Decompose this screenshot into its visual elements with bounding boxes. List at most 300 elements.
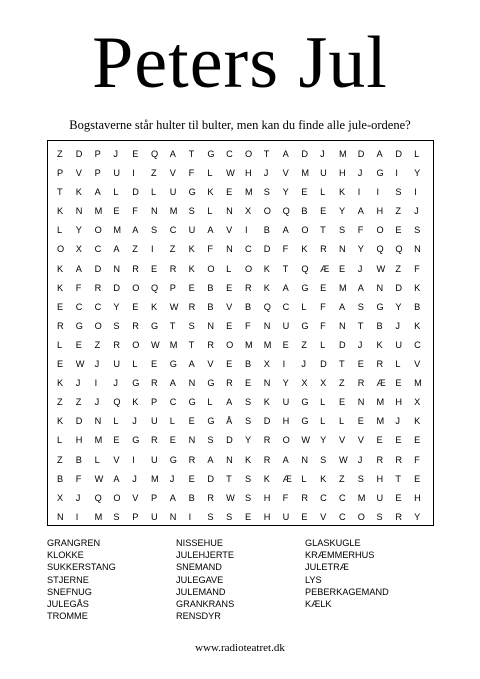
grid-letter: A xyxy=(94,187,101,198)
grid-letter: D xyxy=(94,263,102,274)
grid-letter: E xyxy=(357,359,364,370)
grid-letter: L xyxy=(320,397,326,408)
grid-letter: R xyxy=(150,378,158,389)
grid-letter: K xyxy=(414,282,421,293)
grid-letter: A xyxy=(113,244,120,255)
grid-letter: R xyxy=(132,263,139,274)
grid-letter: E xyxy=(376,435,383,446)
grid-letter: E xyxy=(320,206,327,217)
grid-letter: Z xyxy=(150,168,157,179)
grid-letter: D xyxy=(301,149,308,159)
grid-row xyxy=(48,470,433,489)
grid-letter: U xyxy=(169,187,177,198)
grid-letter: J xyxy=(113,149,118,159)
grid-letter: V xyxy=(207,359,214,370)
grid-letter: H xyxy=(263,511,271,522)
grid-letter: M xyxy=(94,511,103,522)
grid-letter: U xyxy=(113,359,121,370)
grid-letter: C xyxy=(226,149,233,159)
grid-letter: C xyxy=(94,244,102,255)
grid-letter: M xyxy=(94,435,103,446)
grid-letter: J xyxy=(395,320,400,331)
grid-letter: I xyxy=(357,187,361,198)
grid-letter: U xyxy=(320,168,327,179)
word-search-grid xyxy=(47,140,434,526)
grid-letter: R xyxy=(94,282,102,293)
grid-letter: O xyxy=(376,225,384,236)
grid-letter: O xyxy=(132,339,140,350)
grid-letter: V xyxy=(320,511,327,522)
grid-letter: E xyxy=(188,416,195,427)
grid-letter: V xyxy=(414,359,421,370)
grid-letter: R xyxy=(301,492,308,503)
grid-letter: Y xyxy=(282,378,289,389)
grid-letter: S xyxy=(244,492,252,503)
grid-row xyxy=(48,412,433,431)
grid-letter: D xyxy=(263,416,271,427)
word-list-item: TROMME xyxy=(47,611,88,622)
grid-letter: H xyxy=(414,492,421,503)
grid-letter: E xyxy=(169,435,176,446)
grid-letter: C xyxy=(338,511,346,522)
grid-letter: V xyxy=(75,168,82,179)
grid-letter: Z xyxy=(132,244,138,255)
grid-letter: L xyxy=(113,416,119,427)
grid-letter: Q xyxy=(395,244,403,255)
grid-letter: Z xyxy=(338,378,345,389)
word-list-item: GLASKUGLE xyxy=(305,538,361,548)
grid-letter: N xyxy=(169,511,177,522)
grid-letter: D xyxy=(75,149,83,159)
grid-letter: R xyxy=(226,378,233,389)
grid-letter: M xyxy=(169,206,178,217)
grid-row xyxy=(48,374,433,393)
grid-letter: R xyxy=(357,378,365,389)
grid-letter: H xyxy=(263,492,271,503)
grid-letter: A xyxy=(226,397,233,408)
grid-letter: G xyxy=(188,397,196,408)
grid-letter: B xyxy=(263,225,270,236)
word-list-column-1 xyxy=(47,537,116,622)
grid-letter: G xyxy=(376,168,384,179)
grid-letter: J xyxy=(320,149,325,159)
grid-letter: K xyxy=(320,473,327,484)
grid-letter: L xyxy=(57,435,63,446)
grid-letter: Y xyxy=(414,511,421,522)
grid-letter: Å xyxy=(226,416,233,427)
grid-letter: P xyxy=(150,397,158,408)
grid-letter: H xyxy=(244,168,252,179)
word-list-item: SNEMAND xyxy=(176,562,222,573)
grid-letter: Y xyxy=(282,187,289,198)
grid-letter: L xyxy=(207,206,213,217)
grid-letter: O xyxy=(94,320,102,331)
grid-letter: R xyxy=(320,244,327,255)
grid-letter: M xyxy=(357,492,366,503)
grid-letter: E xyxy=(414,473,421,484)
grid-letter: X xyxy=(414,397,421,408)
grid-letter: L xyxy=(57,225,63,236)
grid-letter: T xyxy=(188,339,195,350)
grid-letter: A xyxy=(357,206,364,217)
grid-letter: W xyxy=(301,435,311,446)
grid-letter: U xyxy=(113,168,121,179)
grid-letter: A xyxy=(169,492,176,503)
grid-letter: E xyxy=(75,339,82,350)
grid-letter: J xyxy=(75,378,81,389)
word-list-item: JULEGÅS xyxy=(47,599,89,610)
grid-letter: D xyxy=(395,149,402,159)
grid-letter: O xyxy=(207,263,215,274)
grid-letter: T xyxy=(57,187,63,198)
word-list-item: JULETRÆ xyxy=(305,562,349,573)
grid-letter: S xyxy=(113,511,120,522)
grid-letter: J xyxy=(357,168,363,179)
grid-letter: M xyxy=(301,168,310,179)
grid-letter: Z xyxy=(57,149,63,159)
grid-letter: F xyxy=(282,244,289,255)
grid-letter: Z xyxy=(395,206,401,217)
grid-letter: A xyxy=(282,454,289,465)
grid-letter: L xyxy=(414,149,420,159)
grid-letter: S xyxy=(320,454,327,465)
grid-letter: J xyxy=(132,473,137,484)
grid-letter: N xyxy=(113,263,121,274)
grid-letter: W xyxy=(338,454,348,465)
grid-row xyxy=(48,240,433,259)
grid-letter: B xyxy=(414,301,421,312)
grid-letter: Q xyxy=(301,263,309,274)
grid-letter: D xyxy=(132,187,139,198)
grid-letter: M xyxy=(150,473,159,484)
grid-letter: A xyxy=(282,282,289,293)
grid-letter: J xyxy=(414,206,419,217)
grid-letter: S xyxy=(414,225,421,236)
grid-letter: X xyxy=(320,378,327,389)
grid-letter: R xyxy=(395,454,402,465)
grid-letter: A xyxy=(132,225,139,236)
grid-letter: L xyxy=(301,301,307,312)
grid-letter: C xyxy=(282,301,290,312)
grid-row xyxy=(48,355,433,374)
grid-letter: A xyxy=(282,149,289,159)
grid-letter: V xyxy=(282,168,289,179)
grid-letter: K xyxy=(263,282,270,293)
word-list-item: SNEFNUG xyxy=(47,586,92,597)
grid-letter: U xyxy=(282,320,290,331)
grid-letter: O xyxy=(132,282,140,293)
grid-letter: E xyxy=(301,187,308,198)
instructions-subtitle: Bogstaverne står hulter til bulter, men kan du finde alle jule-ordene? xyxy=(69,118,411,132)
grid-letter: E xyxy=(226,359,233,370)
grid-letter: E xyxy=(301,511,308,522)
grid-letter: W xyxy=(94,473,104,484)
word-list-item: GRANGREN xyxy=(47,538,101,548)
grid-letter: E xyxy=(132,149,139,159)
grid-letter: R xyxy=(376,359,384,370)
grid-letter: L xyxy=(57,339,63,350)
grid-letter: G xyxy=(169,359,177,370)
word-list-item: JULEMAND xyxy=(176,586,226,597)
grid-letter: B xyxy=(376,320,383,331)
grid-letter: V xyxy=(226,301,233,312)
grid-letter: K xyxy=(132,397,139,408)
grid-letter: F xyxy=(244,320,251,331)
grid-letter: L xyxy=(320,339,326,350)
grid-letter: K xyxy=(207,187,214,198)
grid-letter: D xyxy=(395,282,402,293)
grid-letter: U xyxy=(376,492,384,503)
grid-letter: G xyxy=(207,378,215,389)
grid-row xyxy=(48,145,433,164)
grid-letter: Q xyxy=(150,282,159,293)
grid-letter: S xyxy=(188,320,195,331)
grid-letter: U xyxy=(150,511,158,522)
grid-letter: S xyxy=(263,187,270,198)
word-list-item: GRANKRANS xyxy=(176,599,235,610)
grid-letter: I xyxy=(188,511,192,522)
grid-letter: O xyxy=(244,149,253,159)
grid-letter: N xyxy=(57,511,64,522)
grid-letter: Q xyxy=(113,397,121,408)
grid-letter: Y xyxy=(338,206,346,217)
grid-letter: J xyxy=(94,359,100,370)
grid-letter: J xyxy=(75,492,81,503)
grid-letter: M xyxy=(338,149,347,159)
grid-letter: L xyxy=(94,454,100,465)
grid-letter: M xyxy=(338,282,347,293)
grid-letter: W xyxy=(226,168,235,179)
grid-letter: E xyxy=(244,378,252,389)
grid-letter: T xyxy=(188,149,195,159)
grid-letter: E xyxy=(57,301,64,312)
grid-letter: X xyxy=(244,206,252,217)
grid-letter: J xyxy=(263,168,269,179)
grid-letter: A xyxy=(75,263,82,274)
grid-letter: G xyxy=(132,378,140,389)
grid-letter: C xyxy=(169,397,177,408)
word-list-item: KLOKKE xyxy=(47,550,84,561)
grid-letter: E xyxy=(188,473,195,484)
grid-letter: Y xyxy=(395,301,402,312)
grid-letter: R xyxy=(188,454,196,465)
grid-letter: L xyxy=(320,416,326,427)
grid-letter: R xyxy=(244,282,252,293)
grid-letter: A xyxy=(207,225,214,236)
word-list-item: RENSDYR xyxy=(176,611,221,622)
grid-letter: H xyxy=(282,416,290,427)
grid-letter: A xyxy=(188,359,195,370)
grid-letter: K xyxy=(57,206,64,217)
grid-letter: P xyxy=(169,282,176,293)
grid-letter: F xyxy=(75,473,82,484)
grid-letter: I xyxy=(132,454,135,465)
grid-letter: K xyxy=(75,187,82,198)
grid-letter: A xyxy=(207,454,214,465)
grid-letter: N xyxy=(357,397,365,408)
grid-letter: B xyxy=(301,206,308,217)
grid-letter: T xyxy=(282,263,289,274)
grid-letter: D xyxy=(113,282,121,293)
grid-letter: S xyxy=(207,435,214,446)
page-title: Peters Jul xyxy=(92,22,388,104)
grid-letter: W xyxy=(75,359,85,370)
grid-letter: S xyxy=(244,416,252,427)
grid-letter: I xyxy=(282,359,286,370)
grid-letter: J xyxy=(94,397,100,408)
grid-letter: T xyxy=(226,473,232,484)
grid-letter: F xyxy=(75,282,82,293)
grid-letter: G xyxy=(301,416,309,427)
grid-letter: E xyxy=(357,416,364,427)
grid-row xyxy=(48,336,433,355)
grid-letter: N xyxy=(226,206,233,217)
grid-letter: M xyxy=(244,187,253,198)
grid-letter: P xyxy=(57,168,64,179)
word-list-item: KRÆMMERHUS xyxy=(305,550,375,561)
grid-row xyxy=(48,202,433,221)
grid-letter: E xyxy=(150,263,158,274)
grid-letter: Y xyxy=(414,168,421,179)
grid-letter: D xyxy=(263,244,271,255)
grid-letter: E xyxy=(57,359,64,370)
grid-letter: N xyxy=(188,435,196,446)
grid-letter: S xyxy=(376,511,383,522)
grid-letter: K xyxy=(338,187,346,198)
grid-letter: T xyxy=(169,320,176,331)
grid-letter: Q xyxy=(282,206,290,217)
grid-letter: M xyxy=(263,339,272,350)
grid-letter: N xyxy=(94,416,102,427)
grid-letter: Y xyxy=(357,244,364,255)
grid-letter: N xyxy=(226,454,233,465)
grid-letter: R xyxy=(113,339,121,350)
grid-letter: L xyxy=(113,187,119,198)
grid-letter: I xyxy=(94,378,98,389)
grid-letter: K xyxy=(57,282,64,293)
grid-letter: X xyxy=(263,359,270,370)
grid-letter: R xyxy=(188,301,196,312)
grid-letter: A xyxy=(113,473,120,484)
grid-letter: M xyxy=(414,378,422,389)
grid-letter: C xyxy=(244,244,252,255)
grid-letter: N xyxy=(188,378,196,389)
grid-letter: G xyxy=(301,397,309,408)
grid-letter: O xyxy=(113,492,121,503)
grid-letter: N xyxy=(338,244,346,255)
grid-letter: K xyxy=(263,263,270,274)
grid-letter: J xyxy=(395,416,400,427)
grid-letter: V xyxy=(113,454,120,465)
grid-letter: W xyxy=(169,301,179,312)
grid-letter: C xyxy=(320,492,327,503)
footer-url: www.radioteatret.dk xyxy=(195,642,285,654)
grid-letter: I xyxy=(132,168,135,179)
grid-letter: F xyxy=(282,492,289,503)
grid-letter: S xyxy=(150,225,158,236)
grid-letter: O xyxy=(282,435,290,446)
grid-letter: K xyxy=(244,454,252,465)
grid-letter: H xyxy=(75,435,83,446)
grid-letter: D xyxy=(320,359,327,370)
word-list-item: STJERNE xyxy=(47,574,89,585)
grid-letter: U xyxy=(150,416,158,427)
grid-letter: J xyxy=(301,359,306,370)
grid-letter: N xyxy=(226,244,233,255)
grid-letter: K xyxy=(188,244,195,255)
grid-letter: I xyxy=(414,187,417,198)
grid-letter: X xyxy=(75,244,82,255)
grid-letter: P xyxy=(132,511,139,522)
grid-letter: A xyxy=(169,378,176,389)
grid-letter: F xyxy=(132,206,138,217)
grid-letter: U xyxy=(282,397,290,408)
grid-letter: R xyxy=(376,454,384,465)
grid-letter: Y xyxy=(113,301,120,312)
grid-row xyxy=(48,260,433,279)
grid-letter: S xyxy=(226,511,233,522)
grid-letter: S xyxy=(113,320,120,331)
grid-letter: K xyxy=(150,301,158,312)
grid-letter: K xyxy=(414,320,421,331)
grid-letter: V xyxy=(357,435,364,446)
grid-row xyxy=(48,489,433,508)
grid-letter: S xyxy=(357,301,364,312)
grid-letter: E xyxy=(226,320,233,331)
grid-letter: J xyxy=(113,378,118,389)
grid-letter: N xyxy=(263,378,271,389)
grid-letter: O xyxy=(244,263,253,274)
grid-letter: O xyxy=(57,244,65,255)
grid-letter: K xyxy=(188,263,195,274)
grid-letter: I xyxy=(376,187,380,198)
grid-letter: I xyxy=(395,168,398,179)
grid-letter: U xyxy=(282,511,290,522)
grid-letter: L xyxy=(207,397,213,408)
grid-letter: M xyxy=(244,339,253,350)
grid-letter: Y xyxy=(320,435,327,446)
grid-letter: K xyxy=(263,397,270,408)
grid-row xyxy=(48,317,433,336)
word-list-column-3 xyxy=(305,537,389,610)
grid-letter: S xyxy=(207,511,214,522)
grid-letter: N xyxy=(150,206,158,217)
grid-letter: F xyxy=(207,244,213,255)
grid-letter: T xyxy=(338,359,345,370)
word-list-column-2 xyxy=(176,537,234,622)
grid-letter: T xyxy=(357,320,364,331)
word-list-item: LYS xyxy=(305,574,322,585)
grid-letter: K xyxy=(301,244,308,255)
grid-letter: M xyxy=(169,339,178,350)
grid-letter: E xyxy=(226,282,233,293)
grid-letter: E xyxy=(113,206,120,217)
word-list-item: JULEGAVE xyxy=(176,574,224,585)
grid-letter: L xyxy=(150,187,157,198)
grid-letter: V xyxy=(169,168,176,179)
grid-letter: X xyxy=(301,378,308,389)
grid-letter: P xyxy=(94,168,101,179)
grid-letter: Q xyxy=(150,149,159,159)
grid-letter: R xyxy=(395,511,402,522)
grid-letter: E xyxy=(414,435,421,446)
grid-letter: U xyxy=(188,225,196,236)
word-list-item: SUKKERSTANG xyxy=(47,562,116,573)
grid-letter: I xyxy=(244,225,248,236)
grid-letter: L xyxy=(132,359,138,370)
grid-letter: A xyxy=(357,282,364,293)
grid-letter: M xyxy=(94,206,103,217)
